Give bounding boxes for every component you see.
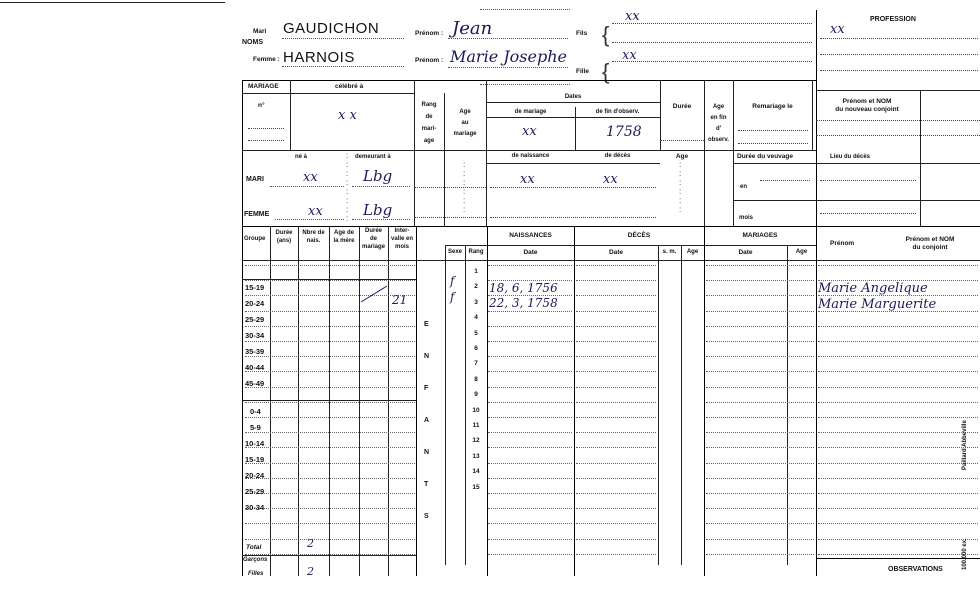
child-2-prenom: Marie Marguerite (818, 297, 937, 312)
row-rule (818, 341, 978, 342)
row-rule (488, 356, 572, 357)
row-rule (576, 295, 656, 296)
row-rule (818, 387, 978, 388)
row-rule (245, 295, 415, 296)
rank-number: 4 (474, 314, 478, 322)
row-rule (576, 356, 656, 357)
deces-date-header: Date (608, 249, 624, 256)
child-1-prenom: Marie Angelique (818, 281, 928, 296)
mari-prenom: Jean (452, 18, 493, 39)
row-rule (576, 387, 656, 388)
row-rule (576, 402, 656, 403)
mariages-header: MARIAGES (742, 232, 778, 239)
enfants-letter: T (424, 481, 429, 488)
row-rule (488, 326, 572, 327)
mari-demeurant-value: Lbg (363, 167, 393, 185)
mari-label: Mari (253, 28, 267, 35)
row-rule (818, 265, 978, 266)
age-group-label: 40-44 (245, 363, 265, 372)
row-rule (818, 493, 978, 494)
mois-label: mois (739, 215, 754, 221)
row-rule (488, 523, 572, 524)
fin-observ-value: 1758 (606, 124, 642, 140)
enfants-letter: A (424, 417, 430, 424)
prenom-nom-conjoint-header: Prénom et NOM du conjoint (905, 236, 955, 251)
row-rule (245, 326, 415, 327)
row-rule (488, 311, 572, 312)
filles-value: 2 (307, 565, 314, 578)
groupe-header: Groupe (244, 236, 266, 242)
row-rule (488, 417, 572, 418)
row-rule (706, 554, 814, 555)
row-rule (706, 371, 814, 372)
age-group-label: 30-34 (245, 331, 265, 340)
row-rule (706, 265, 814, 266)
total-label: Total (246, 544, 262, 551)
group-rule (242, 555, 416, 556)
row-rule (245, 508, 415, 509)
age-group-label: 5-9 (250, 423, 261, 432)
fils-value: xx (625, 9, 640, 24)
row-rule (576, 539, 656, 540)
row-rule (706, 326, 814, 327)
age-group-label: 25-29 (245, 315, 265, 324)
row-rule (576, 493, 656, 494)
row-rule (818, 508, 978, 509)
fille-brace: { (602, 59, 610, 84)
rang-mariage-label: Rang de mari- age (421, 102, 437, 144)
femme-label: Femme : (253, 56, 280, 63)
de-naissance-label: de naissance (511, 153, 550, 159)
row-rule (488, 265, 572, 266)
age-label-2: Age (675, 153, 689, 160)
row-rule (706, 280, 814, 281)
enfants-letter: F (424, 385, 429, 392)
row-rule (576, 311, 656, 312)
row-rule (818, 478, 978, 479)
rank-number: 7 (474, 360, 478, 368)
row-rule (245, 280, 415, 281)
printer-label: Paillard Abbeville (962, 420, 968, 470)
femme-prenom: Marie Josephe (450, 47, 567, 66)
celebre-label: célébré à (335, 83, 364, 90)
rank-number: 1 (474, 268, 478, 275)
age-mariage-label: Age au mariage (453, 109, 477, 137)
fils-label: Fils (576, 30, 588, 37)
row-rule (488, 447, 572, 448)
row-rule (245, 447, 415, 448)
row-rule (818, 356, 978, 357)
femme-ne-value: xx (308, 204, 323, 219)
nbre-nais-header: Nbre de nais. (302, 230, 325, 244)
row-rule (706, 432, 814, 433)
row-rule (818, 371, 978, 372)
row-rule (245, 417, 415, 418)
duree-mariage-header: Durée de mariage (361, 228, 385, 250)
age-group-label: 35-39 (245, 347, 265, 356)
row-rule (576, 447, 656, 448)
row-rule (488, 508, 572, 509)
row-rule (706, 417, 814, 418)
age-group-label: 30-34 (245, 503, 265, 512)
mari-prenom-label: Prénom : (415, 30, 444, 37)
deces-header: DÉCÈS (627, 232, 651, 239)
row-rule (245, 539, 415, 540)
row-rule (818, 554, 978, 555)
age-group-label: 45-49 (245, 379, 265, 388)
row-rule (706, 341, 814, 342)
row-rule (706, 508, 814, 509)
child-2-date: 22, 3, 1758 (489, 296, 558, 310)
sm-header: s. m. (662, 249, 677, 255)
mariage-section: MARIAGE célébré à n° x x Rang de mari- age Age au mariage Dates de mariage de fin d'observ. xx 1758 Durée Age en fin d' observ. Remariage le Prénom et NOM du nouveau conjoint né à demeurant à de naissance de décès Age Durée du veuvage Lieu du décès : : : : : : : : : : : : : : : : : : : : MARI xx Lbg xx xx en FEMME xx Lbg mois (0, 0, 980, 230)
row-rule (706, 311, 814, 312)
rank-number: 14 (472, 468, 480, 476)
age-group-label: 20-24 (245, 299, 265, 308)
row-rule (245, 402, 415, 403)
femme-prenom-label: Prénom : (415, 57, 444, 64)
row-rule (706, 493, 814, 494)
fille-value: xx (622, 48, 637, 63)
femme-name: HARNOIS (283, 49, 355, 66)
age-group-label: 25-29 (245, 487, 265, 496)
group-rule (242, 279, 416, 280)
child-1-date: 18, 6, 1756 (489, 281, 558, 295)
garcons-label: Garçons (243, 557, 268, 563)
remariage-label: Remariage le (752, 103, 793, 110)
total-value: 2 (307, 537, 314, 550)
de-deces-label: de décès (604, 153, 631, 159)
mari-name: GAUDICHON (283, 20, 380, 37)
row-rule (488, 432, 572, 433)
row-rule (576, 478, 656, 479)
row-rule (576, 432, 656, 433)
row-rule (488, 493, 572, 494)
row-rule (818, 402, 978, 403)
femme-row-label: FEMME (244, 211, 270, 218)
duree-veuvage-label: Durée du veuvage (737, 153, 793, 160)
row-rule (576, 523, 656, 524)
lieu-deces-label: Lieu du décès (830, 154, 871, 160)
age-group-label: 20-24 (245, 471, 265, 480)
row-rule (245, 493, 415, 494)
print-count-label: 100.000 ex. (962, 538, 968, 570)
row-rule (488, 341, 572, 342)
row-rule (488, 402, 572, 403)
de-mariage-label: de mariage (514, 109, 547, 115)
naissance-value: xx (520, 172, 535, 187)
mari-ne-value: xx (303, 170, 318, 185)
rank-number: 10 (472, 406, 480, 414)
sexe-header: Sexe (447, 249, 462, 255)
ne-a-label: né à (295, 154, 308, 160)
row-rule (576, 280, 656, 281)
row-rule (706, 539, 814, 540)
demeurant-label: demeurant à (355, 154, 391, 160)
child-2-sexe: f (450, 290, 455, 304)
age-group-label: 0-4 (250, 407, 261, 416)
profession-value: xx (830, 22, 845, 37)
row-rule (245, 265, 415, 266)
row-rule (488, 554, 572, 555)
de-mariage-value: xx (522, 124, 537, 139)
rank-number: 2 (474, 283, 478, 291)
row-rule (245, 463, 415, 464)
enfants-letter: E (424, 321, 429, 328)
duree-ans-header: Durée (ans) (275, 230, 293, 244)
row-rule (706, 463, 814, 464)
row-rule (245, 523, 415, 524)
row-rule (245, 478, 415, 479)
fin-observ-label: de fin d'observ. (595, 109, 640, 115)
row-rule (245, 341, 415, 342)
rank-number: 5 (474, 329, 478, 337)
duree-label: Durée (672, 103, 692, 110)
rang-header: Rang (468, 249, 484, 255)
row-rule (706, 295, 814, 296)
age-group-label: 15-19 (245, 283, 265, 292)
prenom-header: Prénom (830, 240, 855, 247)
row-rule (818, 523, 978, 524)
row-rule (576, 463, 656, 464)
rank-number: 9 (474, 391, 478, 399)
child-1-sexe: f (450, 274, 455, 288)
row-rule (245, 387, 415, 388)
row-rule (576, 417, 656, 418)
nouveau-conjoint-label: Prénom et NOM du nouveau conjoint (835, 98, 899, 113)
row-rule (706, 523, 814, 524)
row-rule (818, 326, 978, 327)
mariage-label: MARIAGE (248, 83, 279, 90)
naissances-date-header: Date (523, 249, 538, 256)
celebre-value: x x (338, 108, 357, 123)
deces-age-header: Age (686, 249, 699, 255)
row-rule (576, 371, 656, 372)
mariages-date-header: Date (738, 249, 753, 256)
rank-number: 13 (472, 452, 480, 460)
row-rule (245, 371, 415, 372)
interval-slash (359, 282, 389, 306)
row-rule (818, 539, 978, 540)
fils-brace: { (602, 22, 610, 47)
mari-row-label: MARI (246, 176, 264, 183)
row-rule (576, 265, 656, 266)
row-rule (818, 417, 978, 418)
group-rule (242, 400, 416, 401)
deces-value: xx (603, 172, 618, 187)
row-rule (706, 478, 814, 479)
row-rule (488, 387, 572, 388)
naissances-header: NAISSANCES (509, 232, 552, 239)
row-rule (488, 371, 572, 372)
no-label: n° (258, 102, 265, 109)
enfants-letter: S (424, 513, 429, 520)
row-rule (576, 508, 656, 509)
row-rule (576, 341, 656, 342)
filles-label: Filles (248, 571, 264, 577)
row-rule (818, 463, 978, 464)
en-label: en (740, 184, 748, 190)
age-mere-header: Age de la mère (333, 230, 355, 244)
enfants-letter: N (424, 449, 430, 456)
dates-label: Dates (564, 94, 582, 100)
row-rule (245, 311, 415, 312)
femme-demeurant-value: Lbg (363, 201, 393, 219)
rank-number: 6 (474, 345, 478, 352)
row-rule (706, 387, 814, 388)
intervalle-value: 21 (392, 293, 408, 307)
rank-number: 3 (474, 298, 478, 306)
rank-number: 12 (472, 437, 480, 445)
enfants-letter: N (424, 353, 430, 360)
row-rule (706, 402, 814, 403)
row-rule (576, 326, 656, 327)
rank-number: 11 (472, 422, 480, 429)
rank-number: 15 (472, 483, 480, 491)
row-rule (245, 356, 415, 357)
row-rule (818, 432, 978, 433)
profession-label: PROFESSION (870, 16, 916, 23)
row-rule (706, 447, 814, 448)
age-group-label: 15-19 (245, 455, 265, 464)
noms-label: NOMS (242, 39, 263, 46)
rank-number: 8 (474, 375, 478, 383)
age-group-label: 10-14 (245, 439, 265, 448)
row-rule (488, 478, 572, 479)
row-rule (245, 432, 415, 433)
intervalle-header: Inter- valle en mois (390, 228, 413, 250)
row-rule (488, 539, 572, 540)
observations-label: OBSERVATIONS (888, 566, 943, 573)
row-rule (576, 554, 656, 555)
fille-label: Fille (576, 68, 590, 75)
mariages-age-header: Age (795, 249, 808, 255)
row-rule (706, 356, 814, 357)
row-rule (818, 447, 978, 448)
row-rule (488, 463, 572, 464)
age-fin-label: Age en fin d' observ. (708, 104, 729, 143)
